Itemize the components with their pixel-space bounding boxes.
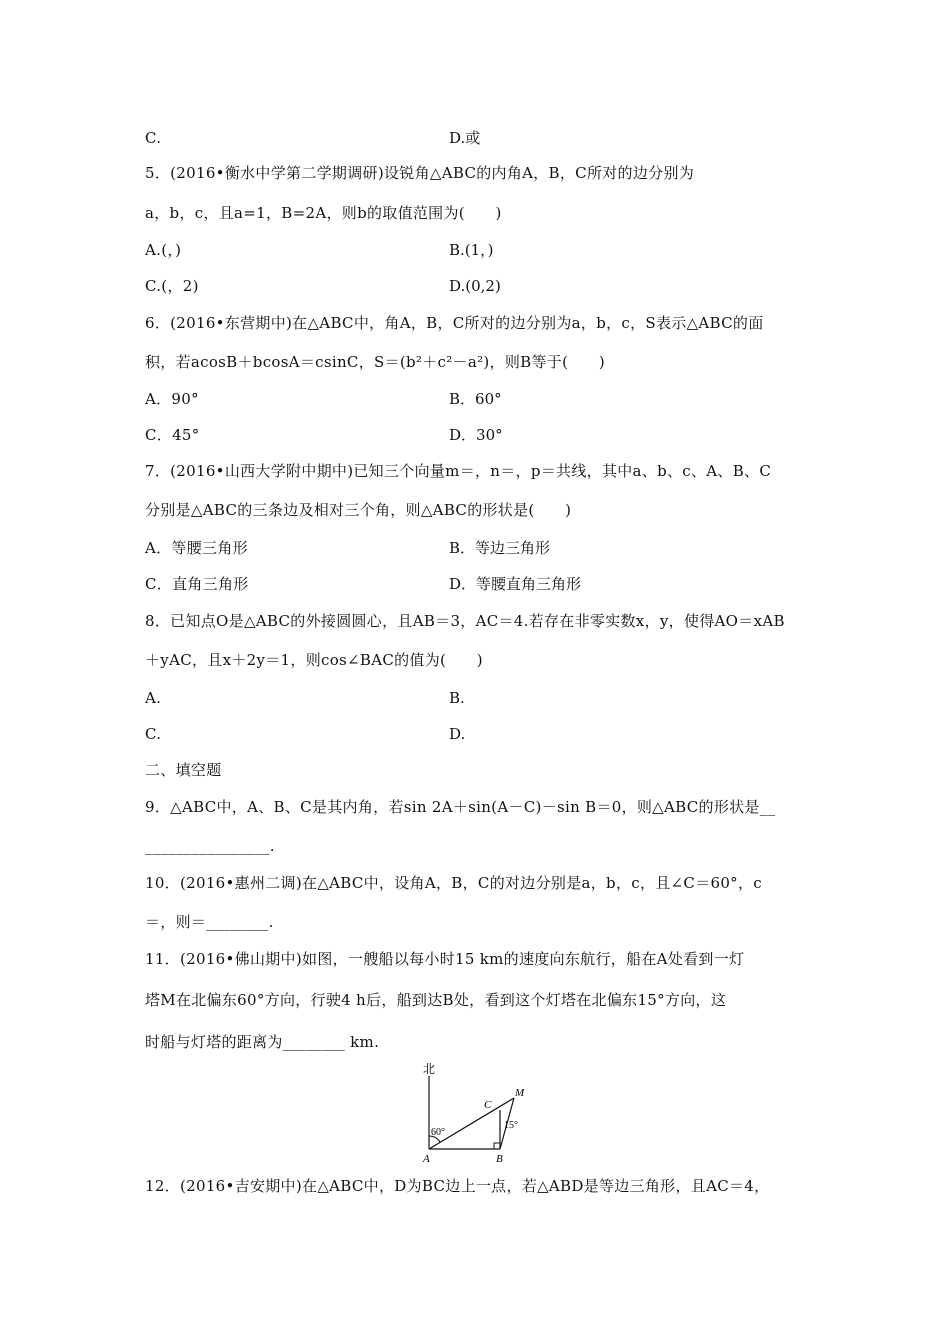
navigation-figure bbox=[410, 1062, 540, 1172]
option-right: D. bbox=[449, 725, 466, 743]
option-right: D.(0,2) bbox=[449, 277, 501, 295]
option-right: B. bbox=[449, 689, 465, 707]
text-line: 时船与灯塔的距离为________ km. bbox=[145, 1033, 380, 1051]
text-line: 5．(2016•衡水中学第二学期调研)设锐角△ABC的内角A，B，C所对的边分别为 bbox=[145, 164, 695, 182]
option-left: C．45° bbox=[145, 426, 200, 444]
text-line: 塔M在北偏东60°方向，行驶4 h后，船到达B处，看到这个灯塔在北偏东15°方向，这 bbox=[145, 991, 727, 1009]
text-line: ________________. bbox=[145, 837, 275, 855]
option-right: D.或 bbox=[449, 129, 481, 147]
option-left: C.(，2) bbox=[145, 277, 199, 295]
right-angle-mark bbox=[494, 1143, 500, 1149]
text-line: 8．已知点O是△ABC的外接圆圆心，且AB＝3，AC＝4.若存在非零实数x，y，使得AO＝xAB bbox=[145, 612, 785, 630]
option-left: A．90° bbox=[145, 390, 199, 408]
text-line: 二、填空题 bbox=[145, 761, 222, 779]
label-c: C bbox=[484, 1099, 492, 1111]
option-left: A. bbox=[145, 689, 162, 707]
option-left: C．直角三角形 bbox=[145, 575, 249, 593]
option-right: B．60° bbox=[449, 390, 502, 408]
option-left: C. bbox=[145, 725, 162, 743]
label-north: 北 bbox=[423, 1062, 436, 1076]
text-line: 11．(2016•佛山期中)如图，一艘船以每小时15 km的速度向东航行，船在A处看到一灯 bbox=[145, 950, 745, 968]
text-line: 12．(2016•吉安期中)在△ABC中，D为BC边上一点，若△ABD是等边三角形，且AC＝4， bbox=[145, 1177, 770, 1195]
text-line: 7．(2016•山西大学附中期中)已知三个向量m＝，n＝，p＝共线，其中a、b、c、A、B、C bbox=[145, 462, 772, 480]
line-am bbox=[429, 1098, 514, 1149]
text-line: 分别是△ABC的三条边及相对三个角，则△ABC的形状是( ) bbox=[145, 501, 572, 519]
option-left: C. bbox=[145, 129, 162, 147]
label-b: B bbox=[496, 1153, 503, 1165]
text-line: 10．(2016•惠州二调)在△ABC中，设角A，B，C的对边分别是a，b，c，且∠C＝60°，c bbox=[145, 874, 762, 892]
option-right: D．等腰直角三角形 bbox=[449, 575, 582, 593]
option-right: D．30° bbox=[449, 426, 503, 444]
text-line: 6．(2016•东营期中)在△ABC中，角A，B，C所对的边分别为a，b，c，S表示△ABC的面 bbox=[145, 314, 764, 332]
text-line: ＋yAC，且x＋2y＝1，则cos∠BAC的值为( ) bbox=[145, 651, 483, 669]
label-angle-60: 60° bbox=[431, 1127, 445, 1138]
option-right: B.(1，) bbox=[449, 241, 494, 259]
text-line: 积，若acosB＋bcosA＝csinC，S＝(b²＋c²－a²)，则B等于( ) bbox=[145, 353, 605, 371]
label-m: M bbox=[515, 1087, 525, 1099]
text-line: 9．△ABC中，A、B、C是其内角，若sin 2A＋sin(A－C)－sin B＝0，则△ABC的形状是__ bbox=[145, 798, 776, 816]
option-left: A.(，) bbox=[145, 241, 182, 259]
option-right: B．等边三角形 bbox=[449, 539, 551, 557]
label-a: A bbox=[423, 1153, 430, 1165]
text-line: ＝，则＝________. bbox=[145, 913, 274, 931]
label-angle-15: 15° bbox=[504, 1120, 518, 1131]
option-left: A．等腰三角形 bbox=[145, 539, 248, 557]
text-line: a，b，c，且a=1，B=2A，则b的取值范围为( ) bbox=[145, 204, 502, 222]
